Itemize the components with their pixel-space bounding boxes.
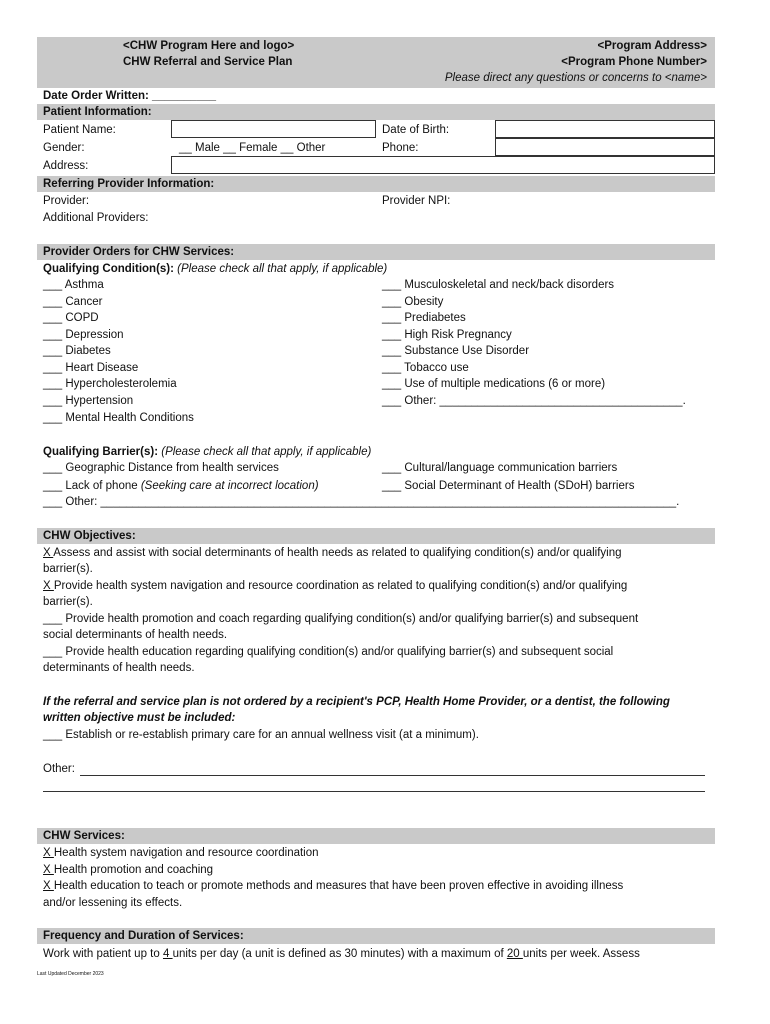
condition-item[interactable]: ___ Hypercholesterolemia (43, 378, 177, 390)
barrier-item[interactable] (43, 478, 319, 494)
service-mark: X (43, 880, 54, 892)
objective-text-cont: barrier(s). (43, 596, 93, 608)
address-field[interactable] (171, 156, 715, 174)
program-phone: <Program Phone Number> (561, 56, 707, 68)
plan-title: CHW Referral and Service Plan (123, 56, 293, 68)
provider-orders-section: Provider Orders for CHW Services: (37, 244, 715, 260)
units-per-week[interactable]: 20 (506, 948, 523, 960)
service-text: Health system navigation and resource coordination (53, 847, 319, 859)
additional-providers-label: Additional Providers: (43, 212, 149, 224)
address-label: Address: (43, 160, 89, 172)
objective-mark: ___ (43, 646, 63, 658)
objective-text-cont: barrier(s). (43, 563, 93, 575)
primary-care-objective[interactable]: ___ Establish or re-establish primary care for an annual wellness visit (at a minimum). (43, 729, 479, 741)
objective-mark: X (43, 547, 54, 559)
phone-field[interactable] (495, 138, 715, 156)
program-logo-placeholder: <CHW Program Here and logo> (123, 40, 295, 52)
service-text: Health promotion and coaching (53, 864, 214, 876)
service-mark: X (43, 847, 54, 859)
service-item[interactable] (43, 845, 319, 861)
barrier-item[interactable]: ___ Cultural/language communication barriers (382, 462, 618, 474)
objective-mark: ___ (43, 613, 63, 625)
condition-item[interactable]: ___ Musculoskeletal and neck/back disorders (382, 279, 615, 291)
program-address: <Program Address> (597, 40, 707, 52)
objective-item[interactable] (43, 611, 638, 627)
frequency-text-c: units per week. Assess (522, 948, 640, 960)
service-item[interactable] (43, 862, 213, 878)
patient-name-field[interactable] (171, 120, 376, 138)
objective-text-cont: social determinants of health needs. (43, 629, 228, 641)
provider-npi-label: Provider NPI: (382, 195, 451, 207)
objective-item[interactable] (43, 578, 627, 594)
condition-item[interactable]: ___ Tobacco use (382, 362, 469, 374)
condition-item[interactable]: ___ Depression (43, 329, 124, 341)
objective-item[interactable] (43, 644, 613, 660)
barriers-note: (Please check all that apply, if applicable) (161, 446, 372, 458)
dob-label: Date of Birth: (382, 124, 450, 136)
barriers-title: Qualifying Barrier(s): (43, 446, 159, 458)
objective-other-label: Other: (43, 763, 75, 775)
objective-text: Provide health education regarding qualifying condition(s) and/or qualifying barrier(s) and subsequent social (62, 646, 614, 658)
gender-label: Gender: (43, 142, 85, 154)
objective-item[interactable] (43, 545, 622, 561)
patient-info-section: Patient Information: (37, 104, 715, 120)
condition-item[interactable]: ___ Mental Health Conditions (43, 412, 194, 424)
objective-other-line-2[interactable] (43, 791, 705, 792)
frequency-statement (43, 946, 640, 962)
barrier-phone-note: (Seeking care at incorrect location) (140, 480, 319, 492)
service-text: Health education to teach or promote methods and measures that have been proven effective in avoiding illness (53, 880, 624, 892)
frequency-text-a: Work with patient up to (43, 948, 163, 960)
condition-item-other[interactable]: ___ Other: ______________________________________. (382, 395, 686, 407)
phone-label: Phone: (382, 142, 419, 154)
condition-item[interactable]: ___ Cancer (43, 296, 103, 308)
dob-field[interactable] (495, 120, 715, 138)
pcp-note: If the referral and service plan is not ordered by a recipient's PCP, Health Home Provider, or a dentist, the following (43, 696, 670, 708)
condition-item[interactable]: ___ Prediabetes (382, 312, 466, 324)
condition-item[interactable]: ___ High Risk Pregnancy (382, 329, 512, 341)
patient-name-label: Patient Name: (43, 124, 116, 136)
condition-item[interactable]: ___ Use of multiple medications (6 or more) (382, 378, 606, 390)
condition-item[interactable]: ___ Hypertension (43, 395, 134, 407)
service-mark: X (43, 864, 54, 876)
form-header (37, 37, 715, 88)
condition-item[interactable]: ___ Diabetes (43, 345, 111, 357)
gender-options[interactable]: __ Male __ Female __ Other (179, 142, 326, 154)
barrier-item[interactable]: ___ Social Determinant of Health (SDoH) barriers (382, 480, 635, 492)
date-order-written[interactable]: Date Order Written: __________ (43, 90, 217, 102)
chw-objectives-section: CHW Objectives: (37, 528, 715, 544)
units-per-day[interactable]: 4 (162, 948, 173, 960)
objective-text-cont: determinants of health needs. (43, 662, 195, 674)
last-updated-footer: Last Updated December 2023 (37, 971, 104, 977)
pcp-note-cont: written objective must be included: (43, 712, 236, 724)
qualifying-conditions-heading (43, 261, 387, 277)
condition-item[interactable]: ___ Substance Use Disorder (382, 345, 530, 357)
provider-info-section: Referring Provider Information: (37, 176, 715, 192)
objective-other-line[interactable] (80, 775, 705, 776)
contact-note: Please direct any questions or concerns to <name> (444, 72, 707, 84)
condition-item[interactable]: ___ Heart Disease (43, 362, 139, 374)
chw-services-section: CHW Services: (37, 828, 715, 844)
service-text-cont: and/or lessening its effects. (43, 897, 183, 909)
barrier-item-other[interactable]: ___ Other: __________________________________________________________________________________________. (43, 496, 680, 508)
objective-mark: X (43, 580, 54, 592)
service-item[interactable] (43, 878, 623, 894)
condition-item[interactable]: ___ Obesity (382, 296, 444, 308)
condition-item[interactable]: ___ Asthma (43, 279, 104, 291)
frequency-section: Frequency and Duration of Services: (37, 928, 715, 944)
objective-text: Provide health promotion and coach regarding qualifying condition(s) and/or qualifying barrier(s) and subsequent (62, 613, 639, 625)
frequency-text-b: units per day (a unit is defined as 30 minutes) with a maximum of (172, 948, 507, 960)
provider-label: Provider: (43, 195, 90, 207)
barrier-item[interactable]: ___ Geographic Distance from health services (43, 462, 279, 474)
qualifying-barriers-heading (43, 444, 371, 460)
objective-text: Assess and assist with social determinants of health needs as related to qualifying condition(s) and/or qualifying (53, 547, 622, 559)
objective-text: Provide health system navigation and resource coordination as related to qualifying condition(s) and/or qualifying (53, 580, 628, 592)
condition-item[interactable]: ___ COPD (43, 312, 99, 324)
conditions-title: Qualifying Condition(s): (43, 263, 174, 275)
conditions-note: (Please check all that apply, if applicable) (177, 263, 388, 275)
barrier-phone-label: ___ Lack of phone (43, 480, 138, 492)
